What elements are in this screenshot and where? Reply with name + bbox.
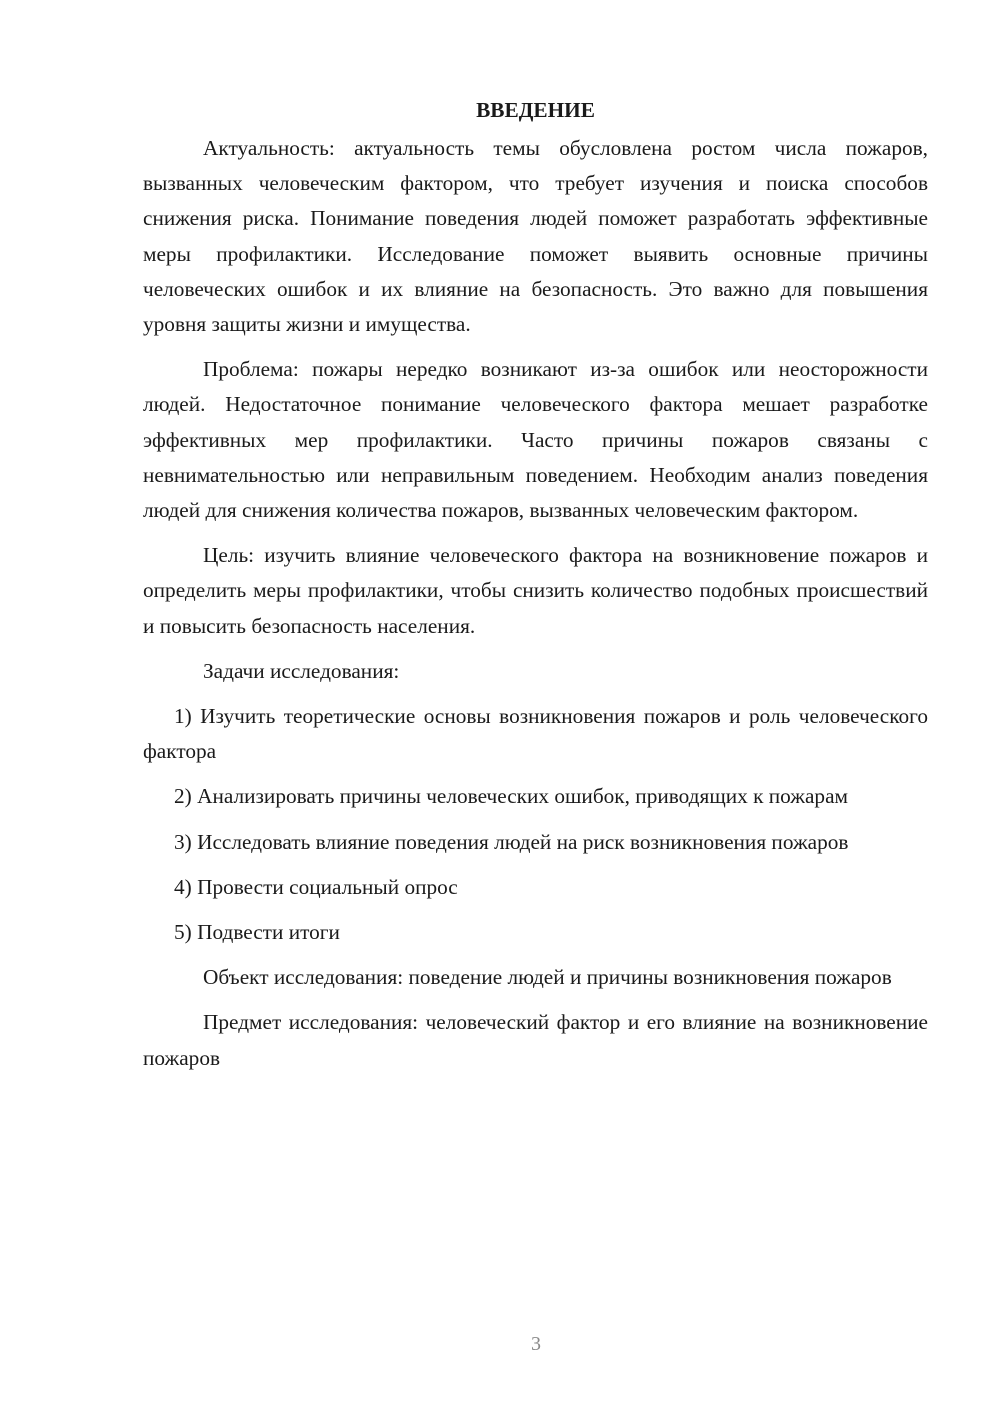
goal-paragraph: Цель: изучить влияние человеческого фактора на возникновение пожаров и определить меры профилактики, чтобы снизить количество подобных происшествий и повысить безопасность населения. [143, 543, 928, 638]
problem-paragraph: Проблема: пожары нередко возникают из-за ошибок или неосторожности людей. Недостаточное понимание человеческого фактора мешает разработке эффективных мер профилактики. Часто причины пожаров связаны с невнимательностью или неправильным поведением. Необходим анализ поведения людей для снижения количества пожаров, вызванных человеческим фактором. [143, 357, 928, 523]
page-number: 3 [531, 1333, 541, 1355]
page-title: ВВЕДЕНИЕ [476, 98, 595, 122]
task-item: 3) Исследовать влияние поведения людей на риск возникновения пожаров [174, 829, 849, 854]
tasks-heading: Задачи исследования: [203, 658, 400, 683]
subject-paragraph: Предмет исследования: человеческий фактор и его влияние на возникновение пожаров [143, 1010, 928, 1070]
task-item: 5) Подвести итоги [174, 920, 340, 945]
object-paragraph: Объект исследования: поведение людей и причины возникновения пожаров [203, 965, 892, 990]
relevance-paragraph: Актуальность: актуальность темы обусловлена ростом числа пожаров, вызванных человеческим фактором, что требует изучения и поиска способов снижения риска. Понимание поведения людей поможет разработать эффективные меры профилактики. Исследование поможет выявить основные причины человеческих ошибок и их влияние на безопасность. Это важно для повышения уровня защиты жизни и имущества. [143, 136, 928, 337]
task-item: 2) Анализировать причины человеческих ошибок, приводящих к пожарам [174, 784, 849, 809]
task-item: 4) Провести социальный опрос [174, 874, 458, 899]
task-item: 1) Изучить теоретические основы возникновения пожаров и роль человеческого фактора [143, 704, 928, 764]
document-page [143, 92, 928, 1076]
